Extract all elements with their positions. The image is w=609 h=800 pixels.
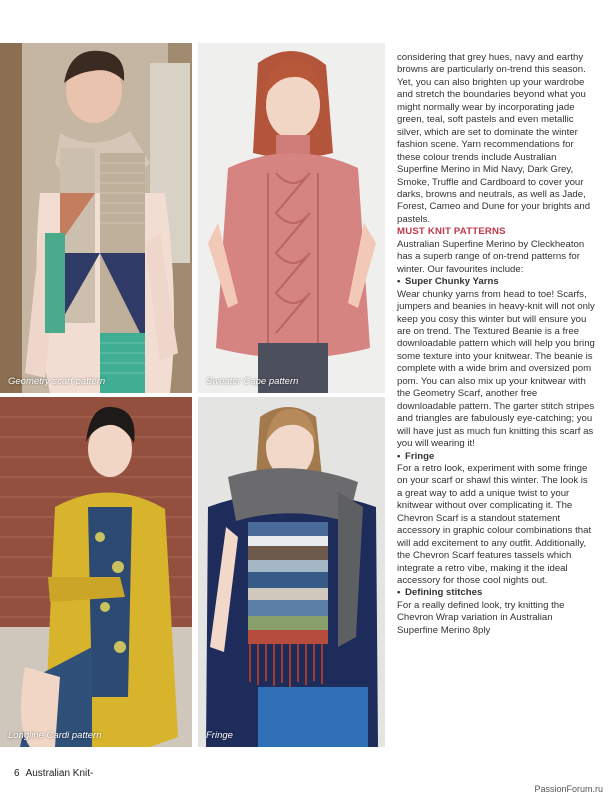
page-footer [14, 768, 93, 779]
photo-caption: Longline Cardi pattern [8, 730, 102, 741]
sweater-cape-illustration [198, 43, 385, 393]
bullet-title-super-chunky [397, 276, 595, 288]
publication-name: Australian Knit- [25, 768, 94, 779]
bullet-title-text: Defining stitches [405, 587, 483, 599]
photo-caption: Fringe [206, 730, 233, 741]
bullet-body-super-chunky: Wear chunky yarns from head to toe! Scarfs, jumpers and beanies in heavy-knit will not only keep you cosy this winter but will ensure you are on trend. The Textured Beanie is a free downloadable pattern which will help you bring some texture into your knitwear. The beanie is complete with a wide brim and oversized pom pom. You can also mix up your knitwear with the Geometry Scarf, another free downloadable pattern. The garter stitch stripes and triangles are fabulously eye-catching; you will have just as much fun knitting this scarf as you will wearing it! [397, 288, 595, 450]
bullet-title-defining-stitches [397, 587, 595, 599]
watermark: PassionForum.ru [534, 784, 603, 794]
photo-longline-cardi [0, 397, 192, 747]
article-lead: Australian Superfine Merino by Cleckheaton has a superb range of on-trend patterns for winter. Our favourites include: [397, 238, 585, 275]
bullet-body-fringe: For a retro look, experiment with some fringe on your scarf or shawl this winter. The look is a great way to add a unique twist to your knitwear without over complicating it. The Chevron Scarf is a standout statement accessory in graphic colour combinations that will add excitement to any outfit. Additionally, the Chevron Scarf features tassels which integrate a retro vibe, making it the ideal accessory for those cool nights out. [397, 462, 592, 587]
bullet-title-text: Super Chunky Yarns [405, 276, 499, 288]
bullet-title-text: Fringe [405, 450, 435, 462]
section-heading: MUST KNIT PATTERNS [397, 226, 506, 238]
photo-caption: Sweater Cape pattern [206, 376, 299, 387]
photo-fringe [198, 397, 385, 747]
page-number: 6 [14, 768, 20, 779]
photo-caption: Geometry scarf pattern [8, 376, 106, 387]
bullet-marker: • [397, 276, 401, 288]
longline-cardi-illustration [0, 397, 192, 747]
bullet-body-defining-stitches: For a really defined look, try knitting the Chevron Wrap variation in Australian Superfine Merino 8ply [397, 599, 565, 636]
geometry-scarf-illustration [0, 43, 192, 393]
photo-sweater-cape [198, 43, 385, 393]
fringe-scarf-illustration [198, 397, 385, 747]
article-intro: considering that grey hues, navy and earthy browns are particularly on-trend this season. Yet, you can also brighten up your wardrobe and stretch the boundaries beyond what you might normally wear by incorporating jade green, teal, soft pastels and even metallic silver, which are set to dominate the winter fashion scene. Yarn recommendations for these colour trends include Australian Superfine Merino in Mid Navy, Dark Grey, Smoke, Truffle and Cardboard to cover your darks, browns and neutrals, as well as Jade, Forest, Cameo and Dune for your brights and pastels. [397, 52, 591, 225]
article-text [397, 52, 595, 637]
photo-geometry-scarf [0, 43, 192, 393]
bullet-marker: • [397, 450, 401, 462]
bullet-marker: • [397, 587, 401, 599]
bullet-title-fringe [397, 451, 595, 463]
